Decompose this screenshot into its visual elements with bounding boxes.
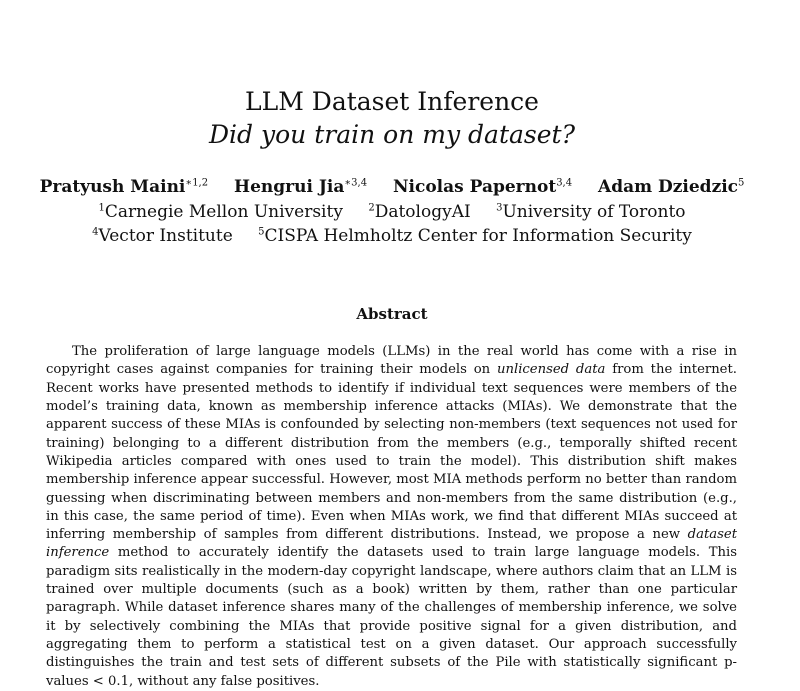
author [393, 175, 572, 199]
affiliation-name: DatologyAI [374, 202, 471, 222]
affiliation [92, 224, 233, 248]
affiliation [368, 200, 470, 224]
author-marks: ∗1,2 [185, 177, 209, 189]
abstract-text: from the internet. Recent works have presented methods to identify if individual text sequences were members of the model’s training data, known as membership inference attacks (MIAs). We demonstrate that the apparent success of these MIAs is confounded by selecting non-members (text sequences not used for training) belonging to a different distribution from the members (e.g., temporally shifted recent Wikipedia articles compared with ones used to train the model). This distribution shift makes membership inference appear successful. However, most MIA methods perform no better than random guessing when discriminating between members and non-members from the same distribution (e.g., in this case, the same period of time). Even when MIAs work, we find that different MIAs succeed at inferring membership of samples from different distributions. Instead, we propose a new [46, 362, 737, 543]
abstract-heading: Abstract [356, 305, 428, 323]
affiliation-name: University of Toronto [502, 202, 686, 222]
abstract-emphasis: unlicensed data [496, 362, 606, 378]
affiliation-name: CISPA Helmholtz Center for Information Security [264, 226, 692, 246]
abstract-text: The proliferation of large language models (LLMs) in the real world has come with a rise in copyright cases against companies for training their models on [46, 344, 737, 378]
author-name: Hengrui Jia [234, 177, 345, 197]
affiliation-line [0, 224, 784, 248]
affiliation [258, 224, 692, 248]
author [40, 175, 209, 199]
abstract-body [46, 343, 737, 691]
author-marks: 3,4 [556, 177, 573, 189]
author-name: Pratyush Maini [39, 177, 186, 197]
abstract-text: method to accurately identify the datasets used to train large language models. This paradigm sits realistically in the modern-day copyright landscape, where authors claim that an LLM is trained over multiple documents (such as a book) written by them, rather than one particular paragraph. While dataset inference shares many of the challenges of membership inference, we solve it by selectively combining the MIAs that provide positive signal for a given distribution, and aggregating them to perform a statistical test on a given dataset. Our approach successfully distinguishes the train and test sets of different subsets of the Pile with statistically significant p-values < 0.1, without any false positives. [46, 545, 737, 689]
affiliation-number: 2 [368, 202, 375, 214]
author-name: Nicolas Papernot [392, 177, 557, 197]
author-list [0, 175, 784, 199]
affiliation [98, 200, 342, 224]
abstract-emphasis: dataset inference [46, 527, 737, 561]
author [234, 175, 367, 199]
affiliation [496, 200, 685, 224]
affiliation-number: 1 [98, 202, 105, 214]
author-name: Adam Dziedzic [598, 177, 739, 197]
affiliation-name: Vector Institute [98, 226, 233, 246]
author [598, 175, 744, 199]
affiliation-line [0, 200, 784, 224]
affiliation-number: 4 [92, 226, 99, 238]
affiliation-number: 5 [258, 226, 265, 238]
paper-title: LLM Dataset Inference [245, 87, 539, 116]
author-marks: ∗3,4 [344, 177, 368, 189]
author-marks: 5 [738, 177, 745, 189]
paper-subtitle: Did you train on my dataset? [209, 120, 575, 149]
affiliation-name: Carnegie Mellon University [104, 202, 343, 222]
affiliation-number: 3 [496, 202, 503, 214]
